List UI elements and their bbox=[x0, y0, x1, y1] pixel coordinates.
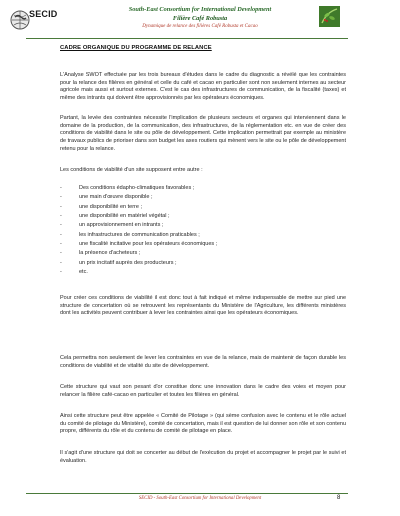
coffee-plant-icon bbox=[319, 6, 340, 27]
header-divider bbox=[26, 38, 348, 39]
list-item: - un prix incitatif auprès des producteurs ; bbox=[60, 259, 346, 268]
list-dash: - bbox=[60, 194, 62, 201]
list-dash: - bbox=[60, 222, 62, 229]
paragraph-structure-concertation: Pour créer ces conditions de viabilité il est donc tout à fait indiqué et même indispensable de mettre sur pied une structure de concertation où se retrouvent les représentants du Ministère de l'Agriculture, les différents ministères dont les activités peuvent contribuer à lever les contraintes ainsi que les opérateurs économiques. bbox=[60, 295, 346, 317]
paragraph-innovation: Cette structure qui vaut son pesant d'or constitue donc une innovation dans le cadre des voies et moyen pour relancer la filière café-cacao en particulier et toutes les filières en général. bbox=[60, 384, 346, 398]
coffee-plant-logo bbox=[319, 6, 340, 27]
page-number: 8 bbox=[337, 495, 341, 501]
list-item: - une main d'œuvre disponible ; bbox=[60, 193, 346, 202]
list-item: - une disponibilité en matériel végétal ; bbox=[60, 212, 346, 221]
footer-text: SECID - South-East Consortium for International Development bbox=[138, 496, 262, 501]
list-item: - une disponibilité en terre ; bbox=[60, 203, 346, 212]
logo-text: SECID bbox=[29, 9, 58, 19]
conditions-list bbox=[60, 184, 346, 277]
page-header bbox=[0, 0, 400, 44]
list-item: - un approvisionnement en intrants ; bbox=[60, 221, 346, 230]
list-item: - Des conditions édapho-climatiques favorables ; bbox=[60, 184, 346, 193]
paragraph-conditions-intro: Les conditions de viabilité d'un site supposent entre autre : bbox=[60, 167, 203, 173]
paragraph-permettra: Cela permettra non seulement de lever les contraintes en vue de la relance, mais de maintenir de façon durable les conditions de viabilité et de vitalité du site de développement. bbox=[60, 355, 346, 369]
list-item: - les infrastructures de communication praticables ; bbox=[60, 231, 346, 240]
list-dash: - bbox=[60, 250, 62, 257]
list-dash: - bbox=[60, 259, 62, 266]
list-dash: - bbox=[60, 185, 62, 191]
footer-divider bbox=[26, 493, 348, 494]
list-dash: - bbox=[60, 269, 62, 276]
list-dash: - bbox=[60, 231, 62, 238]
section-title: CADRE ORGANIQUE DU PROGRAMME DE RELANCE bbox=[60, 45, 212, 51]
list-item: - une fiscalité incitative pour les opérateurs économiques ; bbox=[60, 240, 346, 249]
list-dash: - bbox=[60, 213, 62, 220]
paragraph-levee-contraintes: Partant, la levée des contraintes nécessite l'implication de plusieurs secteurs et organes qui interviennent dans le domaine de la production, de la communication, des infrastructures, de la réglementation etc. en vue de créer des conditions de viabilité dans le site ou pôle de développement. Cette implication permettrait par exemple au ministère de travaux publics de prioriser dans son budget les axes routiers qui mènent vers le site ou le pôle de développement retenu pour la relance. bbox=[60, 115, 346, 152]
header-titles bbox=[0, 6, 400, 31]
paragraph-suivi-evaluation: Il s'agit d'une structure qui doit se concerter au début de l'exécution du projet et accompagner le projet par le suivi et évaluation. bbox=[60, 450, 346, 464]
list-item: - la présence d'acheteurs ; bbox=[60, 249, 346, 258]
paragraph-comite-pilotage: Ainsi cette structure peut être appelée « Comité de Pilotage » (qui sème confusion avec le contenu et le rôle actuel du comité de pilotage du Ministère), comité de concertation, mais il est question de lui donner son rôle et son contenu propre, différents du rôle et du contenu de comité de pilotage en place. bbox=[60, 413, 346, 435]
header-organization: South-East Consortium for International Development bbox=[128, 6, 272, 13]
list-item: - etc. bbox=[60, 268, 346, 277]
header-subtitle: Filière Café Robusta bbox=[172, 15, 228, 22]
paragraph-swot: L'Analyse SWOT effectuée par les trois bureaux d'études dans le cadre du diagnostic a révélé que les contraintes pour la relance des filières en général et celle du café et cacao en particulier sont non seulement internes au secteur agricole mais aussi et surtout externes. C'est le cas des infrastructures de communication, de la fiscalité (taxes) et même des intrants qui doivent être approvisionnés par les opérateurs économiques. bbox=[60, 72, 346, 102]
list-dash: - bbox=[60, 203, 62, 210]
list-dash: - bbox=[60, 241, 62, 248]
header-project: Dynamique de relance des filières Café Robusta et Cacao bbox=[142, 24, 258, 29]
